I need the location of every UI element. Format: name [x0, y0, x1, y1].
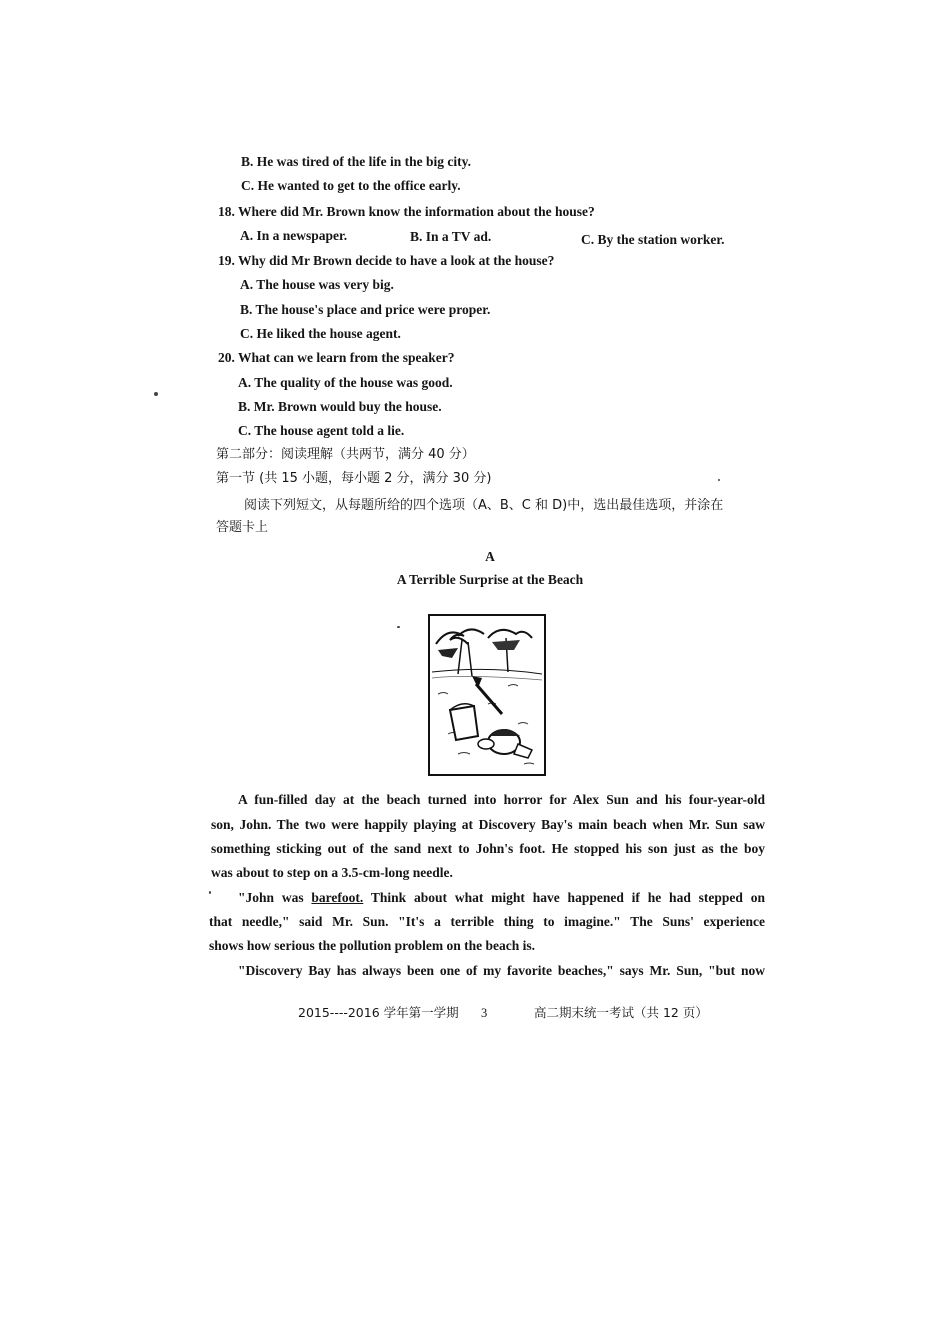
q19-option-c: C. He liked the house agent. [240, 326, 401, 341]
q20-option-a: A. The quality of the house was good. [238, 375, 453, 390]
passage-p2-line-2: that needle," said Mr. Sun. "It's a terrible thing to imagine." The Suns' experience [209, 914, 765, 929]
scan-speck [718, 479, 720, 481]
beach-illustration [428, 614, 546, 776]
instruction-line-2: 答题卡上 [216, 520, 269, 535]
footer-school-year: 2015----2016 学年第一学期 [298, 1005, 459, 1020]
q20-option-b: B. Mr. Brown would buy the house. [238, 399, 442, 414]
passage-p2-text-a: "John was [238, 890, 312, 905]
q17-option-c: C. He wanted to get to the office early. [241, 178, 461, 193]
subsection-title: 第一节 (共 15 小题，每小题 2 分，满分 30 分) [216, 471, 492, 486]
footer-exam-info: 高二期末统一考试（共 12 页） [534, 1005, 708, 1020]
underlined-word-barefoot: barefoot. [311, 890, 364, 905]
passage-p1-line-2: son, John. The two were happily playing at Discovery Bay's main beach when Mr. Sun saw [211, 817, 765, 832]
q19-option-b: B. The house's place and price were proper. [240, 302, 491, 317]
q20-stem: 20. What can we learn from the speaker? [218, 350, 455, 365]
q18-stem: 18. Where did Mr. Brown know the information about the house? [218, 204, 595, 219]
scan-speck [397, 626, 400, 628]
q18-option-a: A. In a newspaper. [240, 228, 348, 243]
q17-option-b: B. He was tired of the life in the big city. [241, 154, 471, 169]
passage-letter: A [485, 549, 495, 564]
scan-speck [209, 891, 211, 894]
passage-p1-line-1: A fun-filled day at the beach turned into horror for Alex Sun and his four-year-old [238, 792, 765, 807]
passage-title: A Terrible Surprise at the Beach [396, 572, 584, 587]
passage-p2-text-b: Think about what might have happened if he had stepped on [363, 890, 765, 905]
passage-p2-line-3: shows how serious the pollution problem on the beach is. [209, 938, 536, 953]
passage-p1-line-4: was about to step on a 3.5-cm-long needle. [211, 865, 453, 880]
instruction-line-1: 阅读下列短文，从每题所给的四个选项（A、B、C 和 D)中，选出最佳选项，并涂在 [244, 498, 724, 513]
footer-page-number: 3 [481, 1006, 488, 1020]
passage-p2-line-1 [238, 889, 765, 907]
part-two-title: 第二部分：阅读理解（共两节，满分 40 分） [216, 447, 475, 462]
scan-speck [154, 392, 158, 396]
q20-option-c: C. The house agent told a lie. [238, 423, 405, 438]
passage-p1-line-3: something sticking out of the sand next to John's foot. He stopped his son just as the boy [211, 841, 765, 856]
q19-stem: 19. Why did Mr Brown decide to have a look at the house? [218, 253, 555, 268]
passage-p3-line-1: "Discovery Bay has always been one of my favorite beaches," says Mr. Sun, "but now [238, 963, 765, 978]
q18-option-c: C. By the station worker. [581, 232, 725, 247]
q19-option-a: A. The house was very big. [240, 277, 394, 292]
q18-option-b: B. In a TV ad. [410, 229, 492, 244]
